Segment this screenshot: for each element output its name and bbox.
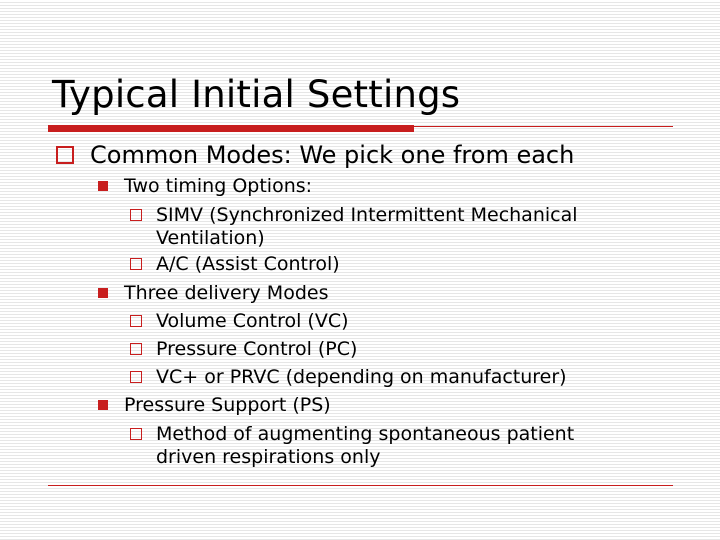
hollow-square-bullet-icon xyxy=(130,428,142,440)
hollow-square-bullet-icon xyxy=(130,258,142,270)
bullet-vc-prvc: VC+ or PRVC (depending on manufacturer) xyxy=(156,366,567,388)
bullet-pressure-control: Pressure Control (PC) xyxy=(156,338,358,360)
bullet-augmenting-line1: Method of augmenting spontaneous patient xyxy=(156,423,575,445)
hollow-square-bullet-icon xyxy=(130,315,142,327)
footer-rule xyxy=(48,485,673,486)
hollow-square-bullet-icon xyxy=(130,371,142,383)
solid-square-bullet-icon xyxy=(98,288,108,298)
solid-square-bullet-icon xyxy=(98,400,108,410)
slide-title: Typical Initial Settings xyxy=(52,73,461,116)
title-underline-thick xyxy=(48,125,414,132)
bullet-delivery-modes: Three delivery Modes xyxy=(124,282,329,304)
bullet-pressure-support: Pressure Support (PS) xyxy=(124,394,331,416)
bullet-augmenting-line2: driven respirations only xyxy=(156,446,381,468)
bullet-volume-control: Volume Control (VC) xyxy=(156,310,349,332)
solid-square-bullet-icon xyxy=(98,181,108,191)
hollow-square-bullet-icon xyxy=(130,209,142,221)
bullet-ac: A/C (Assist Control) xyxy=(156,253,340,275)
title-underline-thin xyxy=(414,126,673,127)
hollow-square-bullet-icon xyxy=(130,343,142,355)
hollow-square-bullet-icon xyxy=(56,146,74,164)
bullet-common-modes: Common Modes: We pick one from each xyxy=(90,141,575,169)
bullet-simv-line2: Ventilation) xyxy=(156,227,265,249)
bullet-simv-line1: SIMV (Synchronized Intermittent Mechanical xyxy=(156,204,578,226)
bullet-timing-options: Two timing Options: xyxy=(124,175,313,197)
